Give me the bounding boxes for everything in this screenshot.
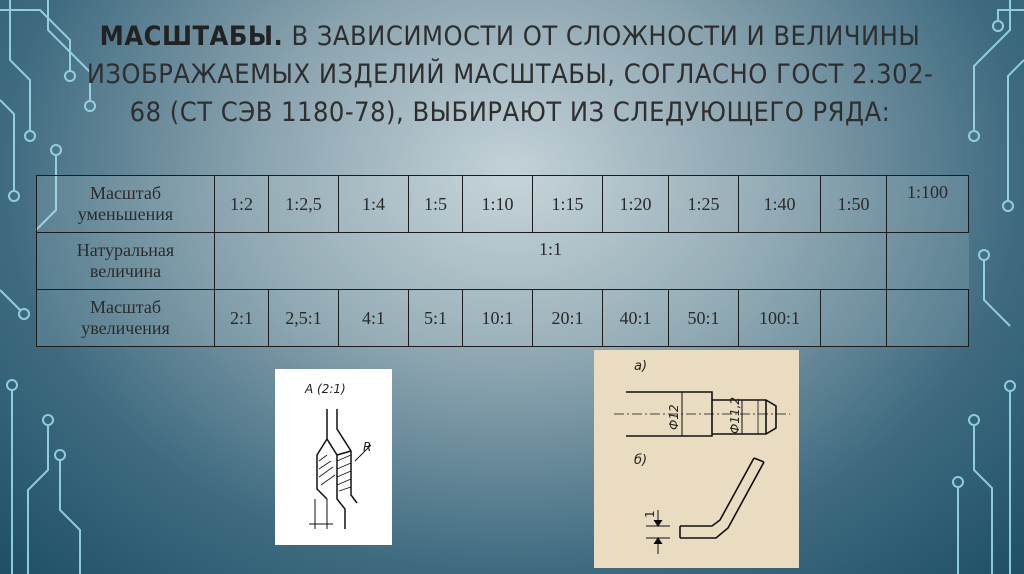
dimension-label: Ф11,2 bbox=[728, 396, 742, 434]
figure-b-label-a: а) bbox=[634, 359, 648, 374]
scales-table bbox=[36, 175, 969, 347]
table-cell: 40:1 bbox=[603, 290, 669, 347]
table-cell: 1:2,5 bbox=[269, 176, 339, 233]
table-cell: 1:100 bbox=[887, 176, 969, 233]
table-cell: 2,5:1 bbox=[269, 290, 339, 347]
table-cell: 1:4 bbox=[339, 176, 409, 233]
row-label-line: Масштаб bbox=[89, 183, 162, 203]
natural-scale-cell: 1:1 bbox=[215, 233, 887, 290]
figure-a-caption: А (2:1) bbox=[305, 382, 346, 396]
table-cell: 1:20 bbox=[603, 176, 669, 233]
row-label-line: уменьшения bbox=[77, 204, 174, 224]
table-cell: 1:15 bbox=[533, 176, 603, 233]
title-body: В ЗАВИСИМОСТИ ОТ СЛОЖНОСТИ И ВЕЛИЧИНЫ ИЗОБРАЖАЕМЫХ ИЗДЕЛИЙ МАСШТАБЫ, СОГЛАСНО ГОСТ 2.302-68 (СТ СЭВ 1180-78), ВЫБИРАЮТ ИЗ СЛЕДУЮЩЕГО РЯДА: bbox=[86, 21, 934, 128]
row-header-enlargement bbox=[37, 290, 215, 347]
table-cell: 1:40 bbox=[739, 176, 821, 233]
row-label-line: величина bbox=[89, 261, 162, 281]
table-cell bbox=[821, 290, 887, 347]
figure-detail-view bbox=[275, 369, 392, 545]
figure-technical-drawings bbox=[594, 350, 799, 568]
row-label-line: Натуральная bbox=[76, 240, 175, 260]
table-cell: 20:1 bbox=[533, 290, 603, 347]
table-cell: 1:50 bbox=[821, 176, 887, 233]
radius-label: R bbox=[363, 440, 372, 454]
table-cell: 2:1 bbox=[215, 290, 269, 347]
row-header-natural bbox=[37, 233, 215, 290]
dimension-label: Ф12 bbox=[667, 404, 681, 430]
table-cell: 100:1 bbox=[739, 290, 821, 347]
table-cell: 1:25 bbox=[669, 176, 739, 233]
table-cell: 1:10 bbox=[463, 176, 533, 233]
table-cell: 10:1 bbox=[463, 290, 533, 347]
table-cell: 1:5 bbox=[409, 176, 463, 233]
row-label-line: Масштаб bbox=[89, 297, 162, 317]
table-row-enlargement bbox=[37, 290, 969, 347]
title-lead: МАСШТАБЫ. bbox=[99, 21, 284, 52]
figure-b-label-b: б) bbox=[634, 453, 648, 468]
table-row-natural bbox=[37, 233, 969, 290]
table-cell bbox=[887, 290, 969, 347]
row-label-line: увеличения bbox=[81, 318, 170, 338]
table-cell: 4:1 bbox=[339, 290, 409, 347]
table-cell: 5:1 bbox=[409, 290, 463, 347]
slide-title bbox=[80, 18, 940, 132]
table-cell: 50:1 bbox=[669, 290, 739, 347]
row-header-reduction bbox=[37, 176, 215, 233]
dimension-label: 1 bbox=[643, 510, 657, 518]
table-cell bbox=[887, 233, 969, 290]
table-row-reduction bbox=[37, 176, 969, 233]
table-cell: 1:2 bbox=[215, 176, 269, 233]
